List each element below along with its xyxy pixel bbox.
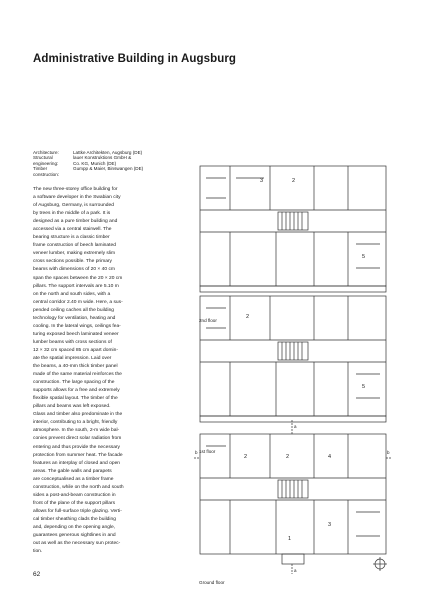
first-floor-plan: [200, 296, 386, 422]
body-line: front of the plane of the support pillars: [33, 500, 116, 506]
body-line: span the spaces between the 20 × 20 cm: [33, 275, 123, 281]
body-line: Glass and timber also predominate in the: [33, 412, 123, 418]
room-number: 2: [244, 454, 248, 460]
body-line: cross sections possible. The primary: [33, 259, 113, 265]
room-number: 2: [286, 454, 290, 460]
body-line: and, depending on the opening angle,: [33, 524, 116, 530]
plan-label-second-floor: 2nd floor: [199, 318, 217, 323]
body-line: atmosphere. In the south, 2-m wide bal-: [33, 428, 120, 434]
room-number: 5: [362, 254, 366, 260]
room-number: 2: [292, 178, 296, 184]
body-line: construction. The large spacing of the: [33, 380, 115, 386]
body-line: pended ceiling caches all the building: [33, 307, 115, 313]
credit-key: Timber construction:: [33, 166, 60, 177]
body-line: lumber beams with cross sections of: [33, 339, 112, 345]
body-line: ate the spatial impression. Laid over: [33, 355, 112, 361]
credit-key: Architecture:: [33, 150, 59, 155]
plan-label-ground-floor: Ground floor: [199, 580, 225, 585]
body-line: veneer lumber, making extremely slim: [33, 251, 116, 257]
body-line: cal timber sheathing clads the building: [33, 516, 116, 522]
room-number: 3: [328, 522, 332, 528]
body-line: frame construction of beech laminated: [33, 243, 116, 249]
body-line: 12 × 32 cm spaced 85 cm apart domin-: [33, 347, 118, 353]
body-line: designed as a pure timber building and: [33, 219, 118, 225]
body-line: technology for ventilation, heating and: [33, 315, 116, 321]
credit-value: lauer Konstruktions GmbH &: [73, 155, 132, 161]
body-line: construction, while on the north and south: [33, 484, 124, 490]
credits-block: [33, 150, 183, 177]
body-line: on the north and south sides, with a: [33, 291, 111, 297]
credit-key: Structural: [33, 155, 53, 161]
page-number: 62: [33, 571, 41, 578]
body-line: are conceptualised as a timber frame: [33, 476, 114, 482]
body-line: of Augsburg, Germany, is surrounded: [33, 203, 114, 209]
body-line: flexible spatial layout. The timber of the: [33, 396, 118, 402]
body-line: pillars and beams was left exposed.: [33, 404, 111, 410]
body-line: entering and thus provide the necessary: [33, 444, 120, 450]
body-line: pillars. The support intervals are 5.10 m: [33, 283, 119, 289]
body-line: interior, contributing to a bright, friendly: [33, 420, 118, 426]
ground-floor-plan: [194, 420, 392, 574]
room-number: 3: [260, 178, 264, 184]
body-line: protection from summer heat. The facade: [33, 452, 123, 458]
body-line: supports allows for a free and extremely: [33, 388, 120, 394]
section-mark: a: [294, 568, 297, 573]
body-line: features an interplay of closed and open: [33, 460, 121, 466]
body-line: accessed via a central stairwell. The: [33, 227, 112, 233]
credit-value: Co. KG, Munich (DE): [73, 160, 117, 166]
body-line: guarantees generous sightlines in and: [33, 533, 116, 539]
body-line: turing exposed beech laminated veneer: [33, 331, 119, 337]
body-line: beams with dimensions of 20 × 40 cm: [33, 267, 115, 273]
body-line: sides a post-and-beam construction in: [33, 492, 116, 498]
section-mark: b: [387, 450, 390, 455]
section-mark: a: [294, 424, 297, 429]
credit-key: engineering:: [33, 160, 59, 166]
body-line: the beams, a 40-mm thick timber panel: [33, 364, 118, 370]
plan-label-first-floor: 1st floor: [199, 449, 216, 454]
room-number: 1: [288, 536, 292, 542]
room-number: 4: [328, 454, 332, 460]
body-line: allows for full-surface triple glazing. Verti-: [33, 508, 122, 514]
article-body: [33, 186, 155, 556]
body-line: The new three-storey office building for: [33, 187, 118, 192]
body-line: central corridor 2.40 m wide. Here, a sus-: [33, 299, 123, 305]
credit-value: Gumpp & Maier, Binswangen (DE): [73, 166, 144, 172]
body-line: a software developer in the Swabian city: [33, 195, 121, 201]
body-line: areas. The gable walls and parapets: [33, 468, 112, 474]
body-line: out as well as the necessary sun protec-: [33, 541, 121, 547]
credit-row: [33, 166, 183, 177]
body-line: by trees in the middle of a park. It is: [33, 211, 111, 217]
page-title: Administrative Building in Augsburg: [33, 53, 237, 65]
body-line: tion.: [33, 549, 43, 555]
room-number: 5: [362, 384, 366, 390]
second-floor-plan: [200, 166, 386, 292]
room-number: 2: [246, 314, 250, 320]
body-line: cooling. In the lateral wings, ceilings fea-: [33, 323, 121, 329]
credit-value: Lattke Architekten, Augsburg (DE): [73, 150, 143, 155]
body-line: made of the same material reinforces the: [33, 372, 122, 378]
section-mark: b: [195, 450, 198, 455]
floor-plans-drawing: [196, 158, 392, 578]
body-line: conies prevent direct solar radiation from: [33, 436, 122, 442]
body-line: bearing structure is a classic timber: [33, 235, 110, 241]
